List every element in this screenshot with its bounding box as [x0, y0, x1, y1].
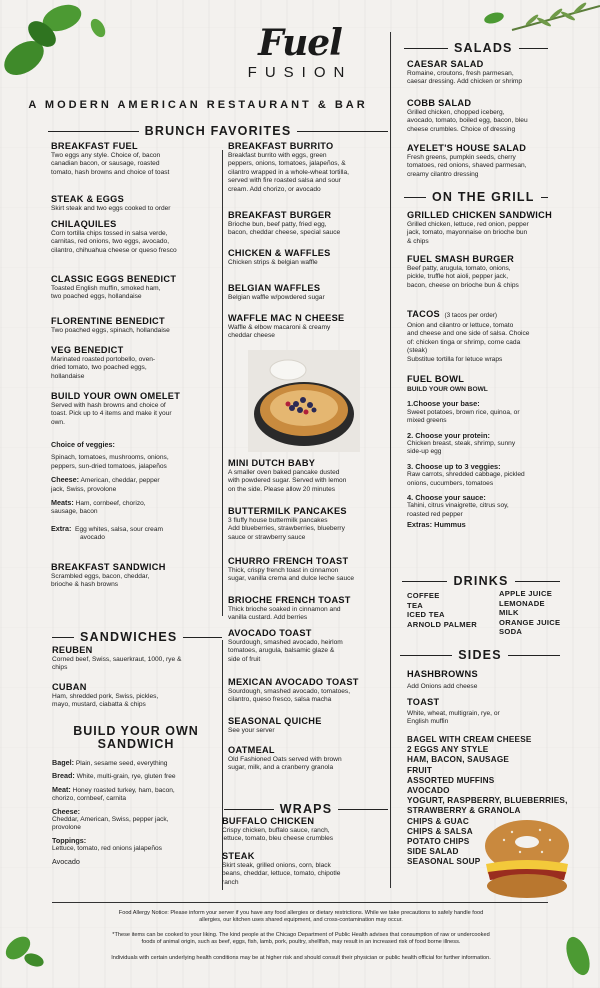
- item-name: OATMEAL: [228, 745, 275, 755]
- item-name: STEAK: [222, 851, 255, 861]
- item-desc-1: Grilled chicken, lettuce, red onion, pepper: [407, 221, 529, 228]
- item-desc-2: vanilla custard. Add berries: [228, 614, 308, 622]
- item-desc-4: served with fire roasted salsa and sour: [228, 177, 341, 185]
- side-toast: [407, 697, 557, 727]
- byo-sandwich-options: [52, 759, 220, 866]
- toppings-label: Toppings:: [52, 835, 87, 845]
- item-name: VEG BENEDICT: [51, 345, 124, 355]
- item-name: SEASONAL QUICHE: [228, 716, 322, 726]
- brand-script: Fuel: [258, 22, 342, 64]
- item-desc-2: peppers, onions, tomatoes, jalapeños, &: [228, 160, 346, 168]
- title-rule-right: [183, 637, 222, 638]
- menu-item-steak: [222, 851, 387, 887]
- cheese-options-2: jack, Swiss, provolone: [51, 485, 117, 493]
- item-name: BUFFALO CHICKEN: [222, 816, 315, 826]
- menu-item-seasonal-quiche: [228, 716, 388, 735]
- item-desc-3: creamy cilantro dressing: [407, 170, 479, 178]
- sides-title: SIDES: [458, 648, 502, 662]
- item-desc-2: pickle, truffle hot aioli, pepper jack,: [407, 273, 509, 281]
- cheese-label: Cheese:: [52, 806, 80, 816]
- item-desc-1: Skirt steak and two eggs cooked to order: [51, 205, 171, 212]
- bagel-options: Plain, sesame seed, everything: [75, 760, 168, 767]
- drink-item: LEMONADE: [499, 598, 545, 608]
- menu-item-breakfast-burrito: [228, 141, 388, 194]
- side-item: CHIPS & GUAC: [407, 816, 469, 826]
- drink-item: APPLE JUICE: [499, 589, 553, 598]
- item-desc-1: Onion and cilantro or lettuce, tomato: [407, 322, 514, 329]
- drinks-title: DRINKS: [453, 574, 509, 588]
- sides-section-title: [400, 648, 560, 662]
- item-name: FUEL BOWL: [407, 374, 465, 384]
- rosemary-sprig-top-right: [472, 0, 600, 38]
- item-name: BREAKFAST BURRITO: [228, 141, 334, 151]
- item-desc-2: tomatoes, red onions, shaved parmesan,: [407, 162, 527, 170]
- menu-item-churro-french-toast: [228, 556, 388, 584]
- item-desc-1: Breakfast burrito with eggs, green: [228, 152, 327, 159]
- menu-item-oatmeal: [228, 745, 388, 773]
- byo-title-line-1: BUILD YOUR OWN: [73, 724, 199, 738]
- brunch-section-title: [48, 124, 388, 138]
- item-desc-1: Old Fashioned Oats served with brown: [228, 756, 342, 763]
- item-desc-1: Thick, crispy french toast in cinnamon: [228, 567, 339, 574]
- extra-label: Extra:: [51, 523, 72, 533]
- item-desc: Add Onions add cheese: [407, 683, 478, 690]
- side-item: CHIPS & SALSA: [407, 826, 473, 836]
- item-desc-3: ranch: [222, 878, 239, 886]
- meat-label: Meat:: [52, 784, 71, 794]
- item-name: STEAK & EGGS: [51, 194, 125, 204]
- tacos-note: (3 tacos per order): [444, 312, 498, 319]
- sandwiches-section-title: [52, 630, 222, 644]
- veggies-label: Choice of veggies:: [51, 440, 115, 449]
- item-desc-2: lettuce, tomato, bleu cheese crumbles: [222, 835, 334, 843]
- item-name: BUILD YOUR OWN OMELET: [51, 391, 181, 401]
- item-name: CAESAR SALAD: [407, 59, 484, 69]
- basil-leaves-bottom-left: [0, 928, 50, 973]
- item-name: CLASSIC EGGS BENEDICT: [51, 274, 177, 284]
- drink-item: TEA: [407, 600, 424, 610]
- item-name: BREAKFAST FUEL: [51, 141, 138, 151]
- menu-item-florentine-benedict: [51, 316, 221, 335]
- menu-item-mini-dutch-baby: [228, 458, 388, 494]
- side-item: POTATO CHIPS: [407, 837, 470, 847]
- item-desc-1: Served with hash browns and choice of: [51, 402, 166, 409]
- title-rule-right: [508, 655, 560, 656]
- extra-options: Egg whites, salsa, sour cream: [75, 525, 164, 533]
- item-desc-2: chips: [52, 664, 68, 672]
- side-item: FRUIT: [407, 765, 433, 775]
- basil-leaf-bottom-right: [560, 932, 596, 982]
- footer-line-1: Food Allergy Notice: Please inform your server if you have any food allergies or dietary restrictions. While we take precautions to safely handle food: [118, 910, 484, 916]
- drink-item: COFFEE: [407, 591, 440, 600]
- item-desc-3: hollandaise: [51, 372, 85, 380]
- item-name: CHICKEN & WAFFLES: [228, 248, 331, 258]
- item-desc-3: bacon, cheese on brioche bun & chips: [407, 281, 519, 289]
- item-desc-2: with powdered sugar. Served with lemon: [228, 477, 347, 485]
- title-rule-left: [404, 48, 448, 49]
- item-desc-1: Two eggs any style. Choice of, bacon: [51, 152, 161, 159]
- title-rule-right: [541, 197, 548, 198]
- item-desc-1: Marinated roasted portobello, oven-: [51, 356, 156, 363]
- cheese-options: American, cheddar, pepper: [80, 477, 160, 485]
- item-desc-1: White, wheat, multigrain, rye, or: [407, 710, 500, 717]
- salads-title: SALADS: [454, 41, 513, 55]
- item-desc-1: Brioche bun, beef patty, fried egg,: [228, 221, 327, 228]
- veggies-line-2: peppers, sun-dried tomatoes, jalapeños: [51, 462, 167, 470]
- title-rule-left: [404, 197, 426, 198]
- toppings-options: Lettuce, tomato, red onions jalapeños: [52, 845, 162, 853]
- menu-item-cobb-salad: [407, 98, 555, 134]
- item-desc-1: Corned beef, Swiss, sauerkraut, 1000, rye &: [52, 656, 182, 663]
- title-rule-left: [402, 581, 447, 582]
- menu-item-fuel-bowl: [407, 374, 552, 530]
- menu-item-breakfast-burger: [228, 210, 388, 238]
- item-desc-1: Beef patty, arugula, tomato, onions,: [407, 265, 511, 272]
- item-name: AYELET'S HOUSE SALAD: [407, 143, 527, 153]
- menu-item-cuban: [52, 682, 220, 710]
- item-desc-1: Belgian waffle w/powdered sugar: [228, 294, 325, 301]
- item-desc-2: cilantro, queso fresco, salsa macha: [228, 696, 332, 704]
- menu-item-chicken-waffles: [228, 248, 388, 267]
- divider-footer: [52, 902, 548, 903]
- item-desc-2: two poached eggs, hollandaise: [51, 293, 142, 301]
- item-desc-4: (steak): [407, 347, 428, 355]
- bowl-step-4-desc-2: roasted red pepper: [407, 510, 463, 518]
- side-item: STRAWBERRY & GRANOLA: [407, 806, 521, 816]
- bowl-extras: Extras: Hummus: [407, 520, 466, 530]
- drinks-right-list: [499, 589, 579, 637]
- bowl-step-2-desc-1: Chicken breast, steak, shrimp, sunny: [407, 440, 516, 448]
- item-name: FLORENTINE BENEDICT: [51, 316, 165, 326]
- item-desc-1: Scrambled eggs, bacon, cheddar,: [51, 573, 150, 580]
- bowl-step-1-desc-2: mixed greens: [407, 417, 447, 425]
- item-desc-1: A smaller oven baked pancake dusted: [228, 469, 340, 476]
- menu-item-steak-eggs: [51, 194, 221, 213]
- menu-item-ayelet-s-house-salad: [407, 143, 555, 179]
- title-rule-right: [338, 809, 388, 810]
- item-desc-2: dried tomato, two poached eggs,: [51, 364, 147, 372]
- menu-item-classic-eggs-benedict: [51, 274, 221, 302]
- meat-options-2: chorizo, cornbeef, carnita: [52, 795, 127, 803]
- cheese-options: Cheddar, American, Swiss, pepper jack,: [52, 816, 169, 824]
- item-desc-3: cilantro wrapped in a whole-wheat tortilla,: [228, 168, 349, 176]
- item-desc-2: bacon, cheddar cheese, special sauce: [228, 229, 341, 237]
- bread-options: White, multi-grain, rye, gluten free: [76, 773, 176, 781]
- item-name: GRILLED CHICKEN SANDWICH: [407, 210, 553, 220]
- health-advisory-note: [56, 955, 546, 962]
- drinks-left-list: [407, 591, 497, 629]
- bowl-subtitle: BUILD YOUR OWN BOWL: [407, 386, 488, 393]
- item-name: WAFFLE MAC N CHEESE: [228, 313, 345, 323]
- menu-item-brioche-french-toast: [228, 595, 388, 623]
- veggies-line-1: Spinach, tomatoes, mushrooms, onions,: [51, 454, 169, 462]
- item-desc-1: Skirt steak, grilled onions, corn, black: [222, 862, 331, 869]
- bagel-sandwich-photo: [480, 816, 574, 900]
- menu-item-buttermilk-pancakes: [228, 506, 388, 542]
- item-desc-2: English muffin: [407, 718, 449, 726]
- bowl-step-2: 2. Choose your protein:: [407, 430, 490, 440]
- drink-item: SODA: [499, 627, 523, 637]
- menu-item-breakfast-fuel: [51, 141, 221, 177]
- item-desc-1: Two poached eggs, spinach, hollandaise: [51, 327, 170, 334]
- item-name: TOAST: [407, 697, 440, 707]
- menu-item-mexican-avocado-toast: [228, 677, 388, 705]
- item-name: TACOS: [407, 309, 440, 319]
- item-desc-2: and cheese and one side of salsa. Choice: [407, 330, 530, 338]
- item-desc-5: Substitue tortilla for letuce wraps: [407, 355, 503, 363]
- menu-item-chilaquiles: [51, 219, 221, 255]
- footer-line-3: *These items can be cooked to your liking. The kind people at the Chicago Department of Public Health advises that consumption of raw or undercooked: [112, 932, 490, 938]
- menu-item-veg-benedict: [51, 345, 221, 381]
- meats-options-2: sausage, bacon: [51, 508, 98, 516]
- title-rule-left: [224, 809, 274, 810]
- basil-leaves-top-left: [0, 0, 110, 90]
- item-name: BELGIAN WAFFLES: [228, 283, 321, 293]
- side-item: YOGURT, RASPBERRY, BLUEBERRIES,: [407, 796, 568, 806]
- bowl-step-4: 4. Choose your sauce:: [407, 493, 486, 503]
- byo-sandwich-title: [52, 725, 220, 751]
- item-desc-2: cheddar cheese: [228, 332, 275, 340]
- item-desc-1: See your server: [228, 727, 275, 734]
- title-rule-left: [48, 131, 139, 132]
- item-desc-1: Crispy chicken, buffalo sauce, ranch,: [222, 827, 330, 834]
- item-desc-1: Thick brioche soaked in cinnamon and: [228, 606, 341, 613]
- item-desc-1: Sourdough, smashed avocado, tomatoes,: [228, 688, 351, 695]
- item-name: CHURRO FRENCH TOAST: [228, 556, 349, 566]
- bowl-step-1: 1.Choose your base:: [407, 399, 480, 409]
- drinks-section-title: [402, 574, 560, 588]
- meats-label: Meats:: [51, 498, 74, 508]
- title-rule-right: [519, 48, 548, 49]
- grill-title: ON THE GRILL: [432, 190, 535, 204]
- item-desc-2: caesar dressing. Add chicken or shrimp: [407, 78, 523, 86]
- cheese-options-2: provolone: [52, 824, 81, 832]
- item-desc-2: mayo, mustard, ciabatta & chips: [52, 701, 146, 709]
- item-desc-1: Fresh greens, pumpkin seeds, cherry: [407, 154, 516, 161]
- extra-options-2: avocado: [80, 534, 105, 542]
- item-desc-1: Sourdough, smashed avocado, heirlom: [228, 639, 343, 646]
- item-name: AVOCADO TOAST: [228, 628, 312, 638]
- toppings-options-2: Avocado: [52, 856, 80, 866]
- menu-item-buffalo-chicken: [222, 816, 387, 844]
- bread-label: Bread:: [52, 771, 75, 781]
- bowl-step-1-desc-1: Sweet potatoes, brown rice, quinoa, or: [407, 408, 520, 416]
- menu-item-belgian-waffles: [228, 283, 388, 302]
- item-desc-2: sugar, vanilla crema and dulce leche sauce: [228, 575, 355, 583]
- item-desc-2: carnitas, red onions, two eggs, avocado,: [51, 238, 170, 246]
- menu-item-breakfast-sandwich: [51, 562, 219, 590]
- title-rule-left: [400, 655, 452, 656]
- item-desc-1: Ham, shredded pork, Swiss, pickles,: [52, 693, 159, 700]
- side-item: SIDE SALAD: [407, 847, 459, 857]
- brand-subtitle: FUSION: [247, 64, 353, 81]
- item-name: BUTTERMILK PANCAKES: [228, 506, 347, 516]
- drink-item: ORANGE JUICE: [499, 617, 561, 627]
- omelet-options: [51, 441, 219, 543]
- meats-options: Ham, cornbeef, chorizo,: [75, 500, 146, 508]
- side-item: HAM, BACON, SAUSAGE: [407, 755, 510, 765]
- title-rule-right: [515, 581, 560, 582]
- divider-right: [390, 32, 391, 888]
- wraps-title: WRAPS: [279, 802, 333, 816]
- bowl-step-2-desc-2: side-up egg: [407, 448, 442, 456]
- item-desc-2: brioche & hash browns: [51, 581, 119, 589]
- title-rule-right: [297, 131, 388, 132]
- item-desc-2: tomatoes, arugula, balsamic glaze &: [228, 647, 335, 655]
- item-desc-3: tomato, hash browns and choice of toast: [51, 168, 170, 176]
- side-item: ASSORTED MUFFINS: [407, 775, 495, 785]
- drink-item: MILK: [499, 608, 519, 618]
- item-name: BRIOCHE FRENCH TOAST: [228, 595, 351, 605]
- menu-item-avocado-toast: [228, 628, 388, 664]
- bowl-step-3: 3. Choose up to 3 veggies:: [407, 461, 501, 471]
- item-name: BREAKFAST BURGER: [228, 210, 332, 220]
- side-item: SEASONAL SOUP: [407, 857, 481, 867]
- drink-item: ICED TEA: [407, 610, 445, 620]
- item-name: FUEL SMASH BURGER: [407, 254, 515, 264]
- bowl-step-3-desc-2: onions, cucumbers, tomatoes: [407, 479, 494, 487]
- health-advisory: [56, 932, 546, 947]
- item-desc-3: sauce or strawberry sauce: [228, 533, 306, 541]
- footer-line-2: allergies, our kitchen uses shared equipment, and cross-contamination may occur.: [199, 917, 403, 924]
- item-desc-3: side of fruit: [228, 655, 261, 663]
- item-desc-2: canadian bacon, or sausage, roasted: [51, 160, 160, 168]
- sandwiches-title: SANDWICHES: [80, 630, 178, 644]
- menu-item-tacos: [407, 304, 552, 364]
- footer-line-4: foods of animal origin, such as beef, eggs, fish, lamb, pork, poultry, shellfish, may result in an increased risk of food borne illness.: [141, 939, 461, 946]
- item-name: CUBAN: [52, 682, 87, 692]
- dutch-baby-photo: [248, 350, 360, 452]
- bowl-step-4-desc-1: Tahini, citrus vinaigrette, citrus soy,: [407, 502, 509, 510]
- wraps-section-title: [224, 802, 388, 816]
- drink-item: ARNOLD PALMER: [407, 619, 477, 629]
- menu-item-waffle-mac-n-cheese: [228, 313, 388, 341]
- salads-section-title: [404, 41, 548, 55]
- item-desc-2: Add blueberries, strawberries, blueberry: [228, 525, 345, 533]
- side-item: AVOCADO: [407, 786, 450, 796]
- item-name: HASHBROWNS: [407, 669, 478, 679]
- cheese-label: Cheese:: [51, 475, 79, 485]
- item-desc-3: on the side. Please allow 20 minutes: [228, 485, 336, 493]
- item-name: CHILAQUILES: [51, 219, 117, 229]
- brunch-title: BRUNCH FAVORITES: [144, 124, 292, 138]
- menu-item-reuben: [52, 645, 220, 673]
- item-desc-1: Romaine, croutons, fresh parmesan,: [407, 70, 514, 77]
- item-desc-2: jack, tomato, mayonnaise on brioche bun: [407, 229, 528, 237]
- item-name: BREAKFAST SANDWICH: [51, 562, 166, 572]
- side-hashbrowns: [407, 669, 557, 691]
- item-desc-3: cilantro, chihuahua cheese or queso fresco: [51, 246, 177, 254]
- footer-line-5: Individuals with certain underlying health conditions may be at higher risk and should consult their physician or public health official for further information.: [111, 955, 491, 961]
- item-desc-3: of: chicken tinga or shrimp, corne cada: [407, 338, 521, 346]
- title-rule-left: [52, 637, 74, 638]
- item-desc-1: Chicken strips & belgian waffle: [228, 259, 318, 266]
- side-item: BAGEL WITH CREAM CHEESE: [407, 735, 532, 744]
- brand-logo: [180, 24, 420, 81]
- menu-item-build-your-own-omelet: [51, 391, 221, 427]
- item-desc-1: Waffle & elbow macaroni & creamy: [228, 324, 331, 331]
- grill-section-title: [404, 190, 548, 204]
- bowl-step-3-desc-1: Raw carrots, shredded cabbage, pickled: [407, 471, 525, 479]
- item-desc-1: Toasted English muffin, smoked ham,: [51, 285, 161, 292]
- side-item: 2 EGGS ANY STYLE: [407, 745, 489, 755]
- item-desc-1: Grilled chicken, chopped iceberg,: [407, 109, 505, 116]
- menu-item-grilled-chicken-sandwich: [407, 210, 557, 246]
- menu-item-caesar-salad: [407, 59, 555, 87]
- item-desc-3: cheese crumbles. Choice of dressing: [407, 125, 516, 133]
- item-desc-2: toast. Pick up to 4 items and make it your: [51, 410, 172, 418]
- item-desc-1: 3 fluffy house buttermilk pancakes: [228, 517, 328, 524]
- tagline: A MODERN AMERICAN RESTAURANT & BAR: [28, 99, 368, 111]
- item-desc-3: & chips: [407, 237, 429, 245]
- meat-options: Honey roasted turkey, ham, bacon,: [72, 786, 175, 794]
- allergy-notice: [56, 910, 546, 925]
- item-desc-2: sugar, milk, and a cranberry granola: [228, 764, 334, 772]
- item-desc-2: avocado, tomato, boiled egg, bacon, bleu: [407, 117, 528, 125]
- bagel-label: Bagel:: [52, 758, 74, 767]
- byo-title-line-2: SANDWICH: [97, 737, 175, 751]
- item-name: MINI DUTCH BABY: [228, 458, 316, 468]
- item-desc-3: own.: [51, 418, 65, 426]
- item-name: COBB SALAD: [407, 98, 472, 108]
- menu-item-fuel-smash-burger: [407, 254, 557, 290]
- divider-center: [222, 150, 223, 616]
- item-desc-2: beans, cheddar, lettuce, tomato, chipotle: [222, 870, 341, 878]
- item-desc-1: Corn tortilla chips tossed in salsa verde,: [51, 230, 168, 237]
- item-desc-5: cream. Add chorizo, or avocado: [228, 185, 321, 193]
- item-name: MEXICAN AVOCADO TOAST: [228, 677, 359, 687]
- item-name: REUBEN: [52, 645, 93, 655]
